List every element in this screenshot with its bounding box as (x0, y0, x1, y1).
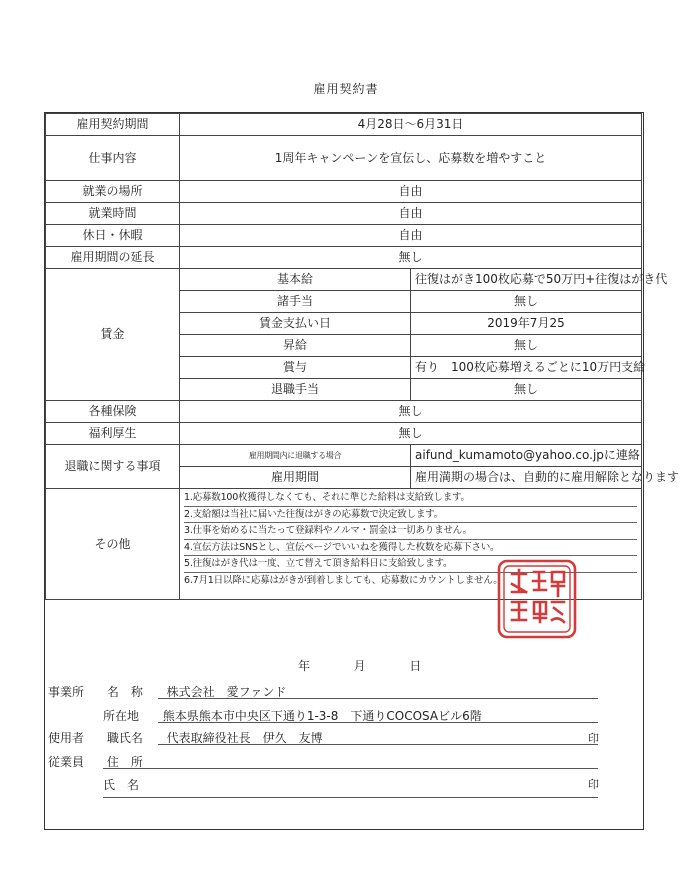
employer-label: 事業所 (48, 685, 85, 699)
user-label: 使用者 (48, 731, 85, 745)
employee-label: 従業員 (48, 755, 85, 769)
document-title: 雇用契約書 (313, 82, 379, 96)
address-label: 所在地 (103, 709, 140, 723)
note-item: 1.応募数100枚獲得しなくても、それに準じた給料は支給致します。 (184, 490, 637, 507)
date-year: 年 (298, 659, 311, 673)
wage-item-label: 基本給 (180, 269, 411, 291)
note-item: 5.往復はがき代は一度、立て替えて頂き給料日に支給致します。 (184, 556, 637, 573)
other-label: その他 (46, 489, 180, 600)
person-name-label: 氏 名 (103, 778, 140, 792)
wage-item-label: 諸手当 (180, 291, 411, 313)
seal-mark: 印 (588, 732, 599, 745)
employee-name-row (103, 776, 159, 793)
retirement-item-label: 雇用期間内に退職する場合 (180, 445, 411, 467)
place-label: 就業の場所 (46, 181, 180, 203)
wage-item-value: 2019年7月25 (411, 313, 642, 335)
address-underline (158, 722, 598, 723)
wage-item-label: 退職手当 (180, 379, 411, 401)
period-label: 雇用契約期間 (46, 114, 180, 136)
company-name: 株式会社 愛ファンド (166, 685, 287, 699)
insurance-label: 各種保険 (46, 401, 180, 423)
place-value: 自由 (180, 181, 642, 203)
wage-item-value: 有り 100枚応募増えるごとに10万円支給 (411, 357, 642, 379)
extension-label: 雇用期間の延長 (46, 247, 180, 269)
note-item: 3.仕事を始めるに当たって登録料やノルマ・罰金は一切ありません。 (184, 523, 637, 540)
note-item: 4.宣伝方法はSNSとし、宣伝ページでいいねを獲得した枚数を応募下さい。 (184, 540, 637, 557)
date-line (298, 657, 421, 674)
employee-seal-mark: 印 (588, 778, 599, 791)
residence-underline (103, 768, 598, 769)
representative-name: 代表取締役社長 伊久 友博 (166, 731, 323, 745)
wage-item-value: 往復はがき100枚応募で50万円+往復はがき代 (411, 269, 642, 291)
retirement-label: 退職に関する事項 (46, 445, 180, 489)
extension-value: 無し (180, 247, 642, 269)
holidays-value: 自由 (180, 225, 642, 247)
wage-item-label: 昇給 (180, 335, 411, 357)
wage-item-value: 無し (411, 291, 642, 313)
holidays-label: 休日・休暇 (46, 225, 180, 247)
title-label: 職氏名 (106, 731, 143, 745)
retirement-item-label: 雇用期間 (180, 467, 411, 489)
job-label: 仕事内容 (46, 136, 180, 181)
name-label: 名 称 (106, 685, 143, 699)
wage-item-value: 無し (411, 335, 642, 357)
wage-label: 賃金 (46, 269, 180, 401)
retirement-item-value: aifund_kumamoto@yahoo.co.jpに連絡 (411, 445, 642, 467)
note-item: 6.7月1日以降に応募はがきが到着しましても、応募数にカウントしません。 (184, 574, 503, 586)
note-item: 2.支給額は当社に届いた往復はがきの応募数で決定致します。 (184, 507, 637, 524)
residence-label: 住 所 (106, 755, 143, 769)
date-month: 月 (353, 659, 366, 673)
hours-label: 就業時間 (46, 203, 180, 225)
company-underline (158, 698, 598, 699)
contract-table (45, 113, 680, 600)
welfare-value: 無し (180, 423, 642, 445)
company-seal-icon (494, 556, 580, 642)
wage-item-label: 賞与 (180, 357, 411, 379)
wage-item-label: 賃金支払い日 (180, 313, 411, 335)
retirement-item-value: 雇用満期の場合は、自動的に雇用解除となります (411, 467, 642, 489)
hours-value: 自由 (180, 203, 642, 225)
welfare-label: 福利厚生 (46, 423, 180, 445)
insurance-value: 無し (180, 401, 642, 423)
company-address: 熊本県熊本市中央区下通り1-3-8 下通りCOCOSAビル6階 (162, 709, 482, 723)
employee-name-underline (103, 797, 598, 798)
wage-item-value: 無し (411, 379, 642, 401)
period-value: 4月28日～6月31日 (180, 114, 642, 136)
representative-underline (158, 744, 598, 745)
job-value: 1周年キャンペーンを宣伝し、応募数を増やすこと (180, 136, 642, 181)
date-day: 日 (409, 659, 422, 673)
